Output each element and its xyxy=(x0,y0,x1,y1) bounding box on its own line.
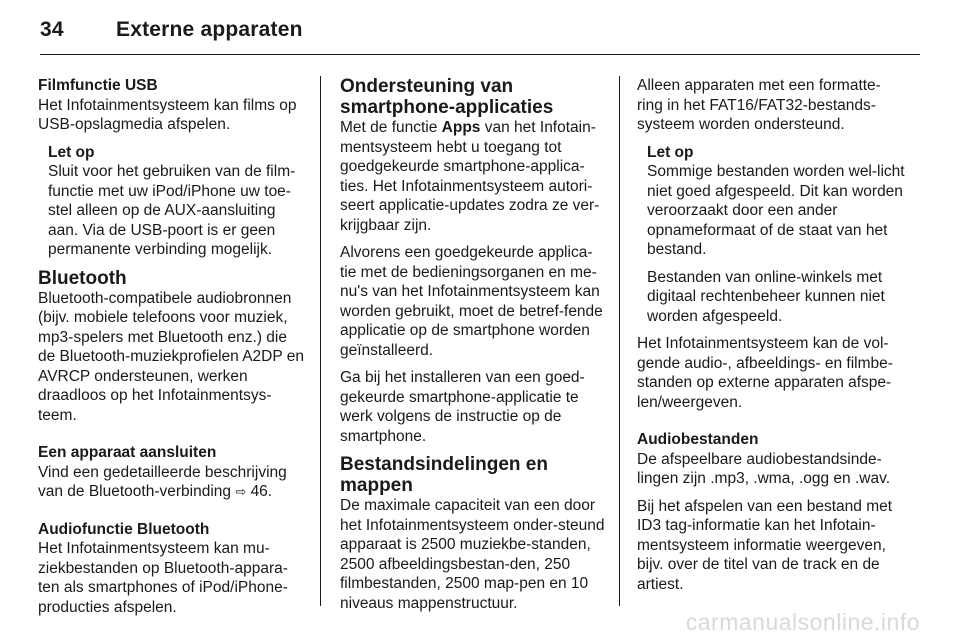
connect-title: Een apparaat aansluiten xyxy=(38,444,217,461)
apps-paragraph-3: Ga bij het installeren van een goed-gekeurde smartphone-applicatie te werk volgens de instructie op de smartphone. xyxy=(340,369,585,445)
fat-text: Alleen apparaten met een formatte-ring in het FAT16/FAT32-bestands-systeem worden ondersteund. xyxy=(637,77,881,133)
apps-paragraph-2: Alvorens een goedgekeurde applica-tie met de bedieningsorganen en me-nu's van het Infotainmentsysteem kan worden gebruikt, moet de betref-fende applicatie op de smartphone worden geïnstalleerd. xyxy=(340,244,603,359)
watermark: carmanualsonline.info xyxy=(685,609,920,635)
page-header xyxy=(40,18,303,42)
usb-film-text: Het Infotainmentsysteem kan films op USB-opslagmedia afspelen. xyxy=(38,96,297,133)
formats-heading: Bestandsindelingen en mappen xyxy=(340,454,548,496)
apps-paragraph xyxy=(340,118,608,235)
column-right xyxy=(637,76,905,602)
apps-text-pre: Met de functie xyxy=(340,119,438,136)
apps-heading: Ondersteuning van smartphone-applicaties xyxy=(340,76,554,118)
apps-bold: Apps xyxy=(441,119,481,136)
apps-text-post: van het Infotain-mentsysteem hebt u toegang tot goedgekeurde smartphone-applica-ties. Het Infotainmentsysteem autori-seert applicatie-updates zodra ze ver-krijgbaar zijn. xyxy=(340,119,600,234)
note-text-1: Sommige bestanden worden wel-licht niet goed afgespeeld. Dit kan worden veroorzaakt door een ander opnameformaat of de staat van het bestand. xyxy=(647,163,905,258)
header-rule xyxy=(40,54,920,55)
note-box xyxy=(48,143,306,260)
audio-bt-title: Audiofunctie Bluetooth xyxy=(38,520,210,538)
connect-paragraph xyxy=(38,463,306,502)
note-title: Let op xyxy=(647,143,694,161)
column-middle xyxy=(340,76,608,621)
page-number: 34 xyxy=(40,18,64,41)
note-text-2: Bestanden van online-winkels met digitaal rechtenbeheer kunnen niet worden afgespeeld. xyxy=(647,268,885,325)
playback-text: Het Infotainmentsysteem kan de vol-gende audio-, afbeeldings- en filmbe-standen op externe apparaten afspe-len/weergeven. xyxy=(637,335,893,411)
note-title: Let op xyxy=(48,143,95,161)
page-title: Externe apparaten xyxy=(116,18,303,41)
connect-text: Vind een gedetailleerde beschrijving van de Bluetooth-verbinding xyxy=(38,463,287,500)
bluetooth-heading: Bluetooth xyxy=(38,267,127,289)
formats-text: De maximale capaciteit van een door het Infotainmentsysteem onder-steund apparaat is 2500 muziekbe-standen, 2500 afbeeldingsbestan-den, 250 filmbestanden, 2500 map-pen en 10 niveaus mappenstructuur. xyxy=(340,497,605,612)
column-left xyxy=(38,76,306,625)
note-text: Sluit voor het gebruiken van de film-functie met uw iPod/iPhone uw toe-stel alleen op de AUX-aansluiting aan. Via de USB-poort is er geen permanente verbinding mogelijk. xyxy=(48,163,296,258)
column-divider xyxy=(619,76,620,606)
audio-files-text: De afspeelbare audiobestandsinde-lingen zijn .mp3, .wma, .ogg en .wav. xyxy=(637,450,891,487)
usb-film-title: Filmfunctie USB xyxy=(38,77,158,94)
bluetooth-text: Bluetooth-compatibele audiobronnen (bijv. mobiele telefoons voor muziek, mp3-spelers met Bluetooth enz.) die de Bluetooth-muziekprofielen A2DP en AVRCP ondersteunen, werken draadloos op het Infotainmentsys-teem. xyxy=(38,289,304,424)
connect-page-link[interactable]: 46. xyxy=(250,483,273,500)
note-box xyxy=(647,143,905,327)
audio-files-title: Audiobestanden xyxy=(637,431,759,448)
id3-text: Bij het afspelen van een bestand met ID3 tag-informatie kan het Infotain-mentsysteem informatie weergeven, bijv. over de titel van de track en de artiest. xyxy=(637,497,893,593)
column-divider xyxy=(320,76,321,606)
audio-bt-text: Het Infotainmentsysteem kan mu-ziekbestanden op Bluetooth-appara-ten als smartphones of iPod/iPhone-producties afspelen. xyxy=(38,540,288,616)
page-ref-arrow-icon: ⇨ xyxy=(235,484,247,499)
